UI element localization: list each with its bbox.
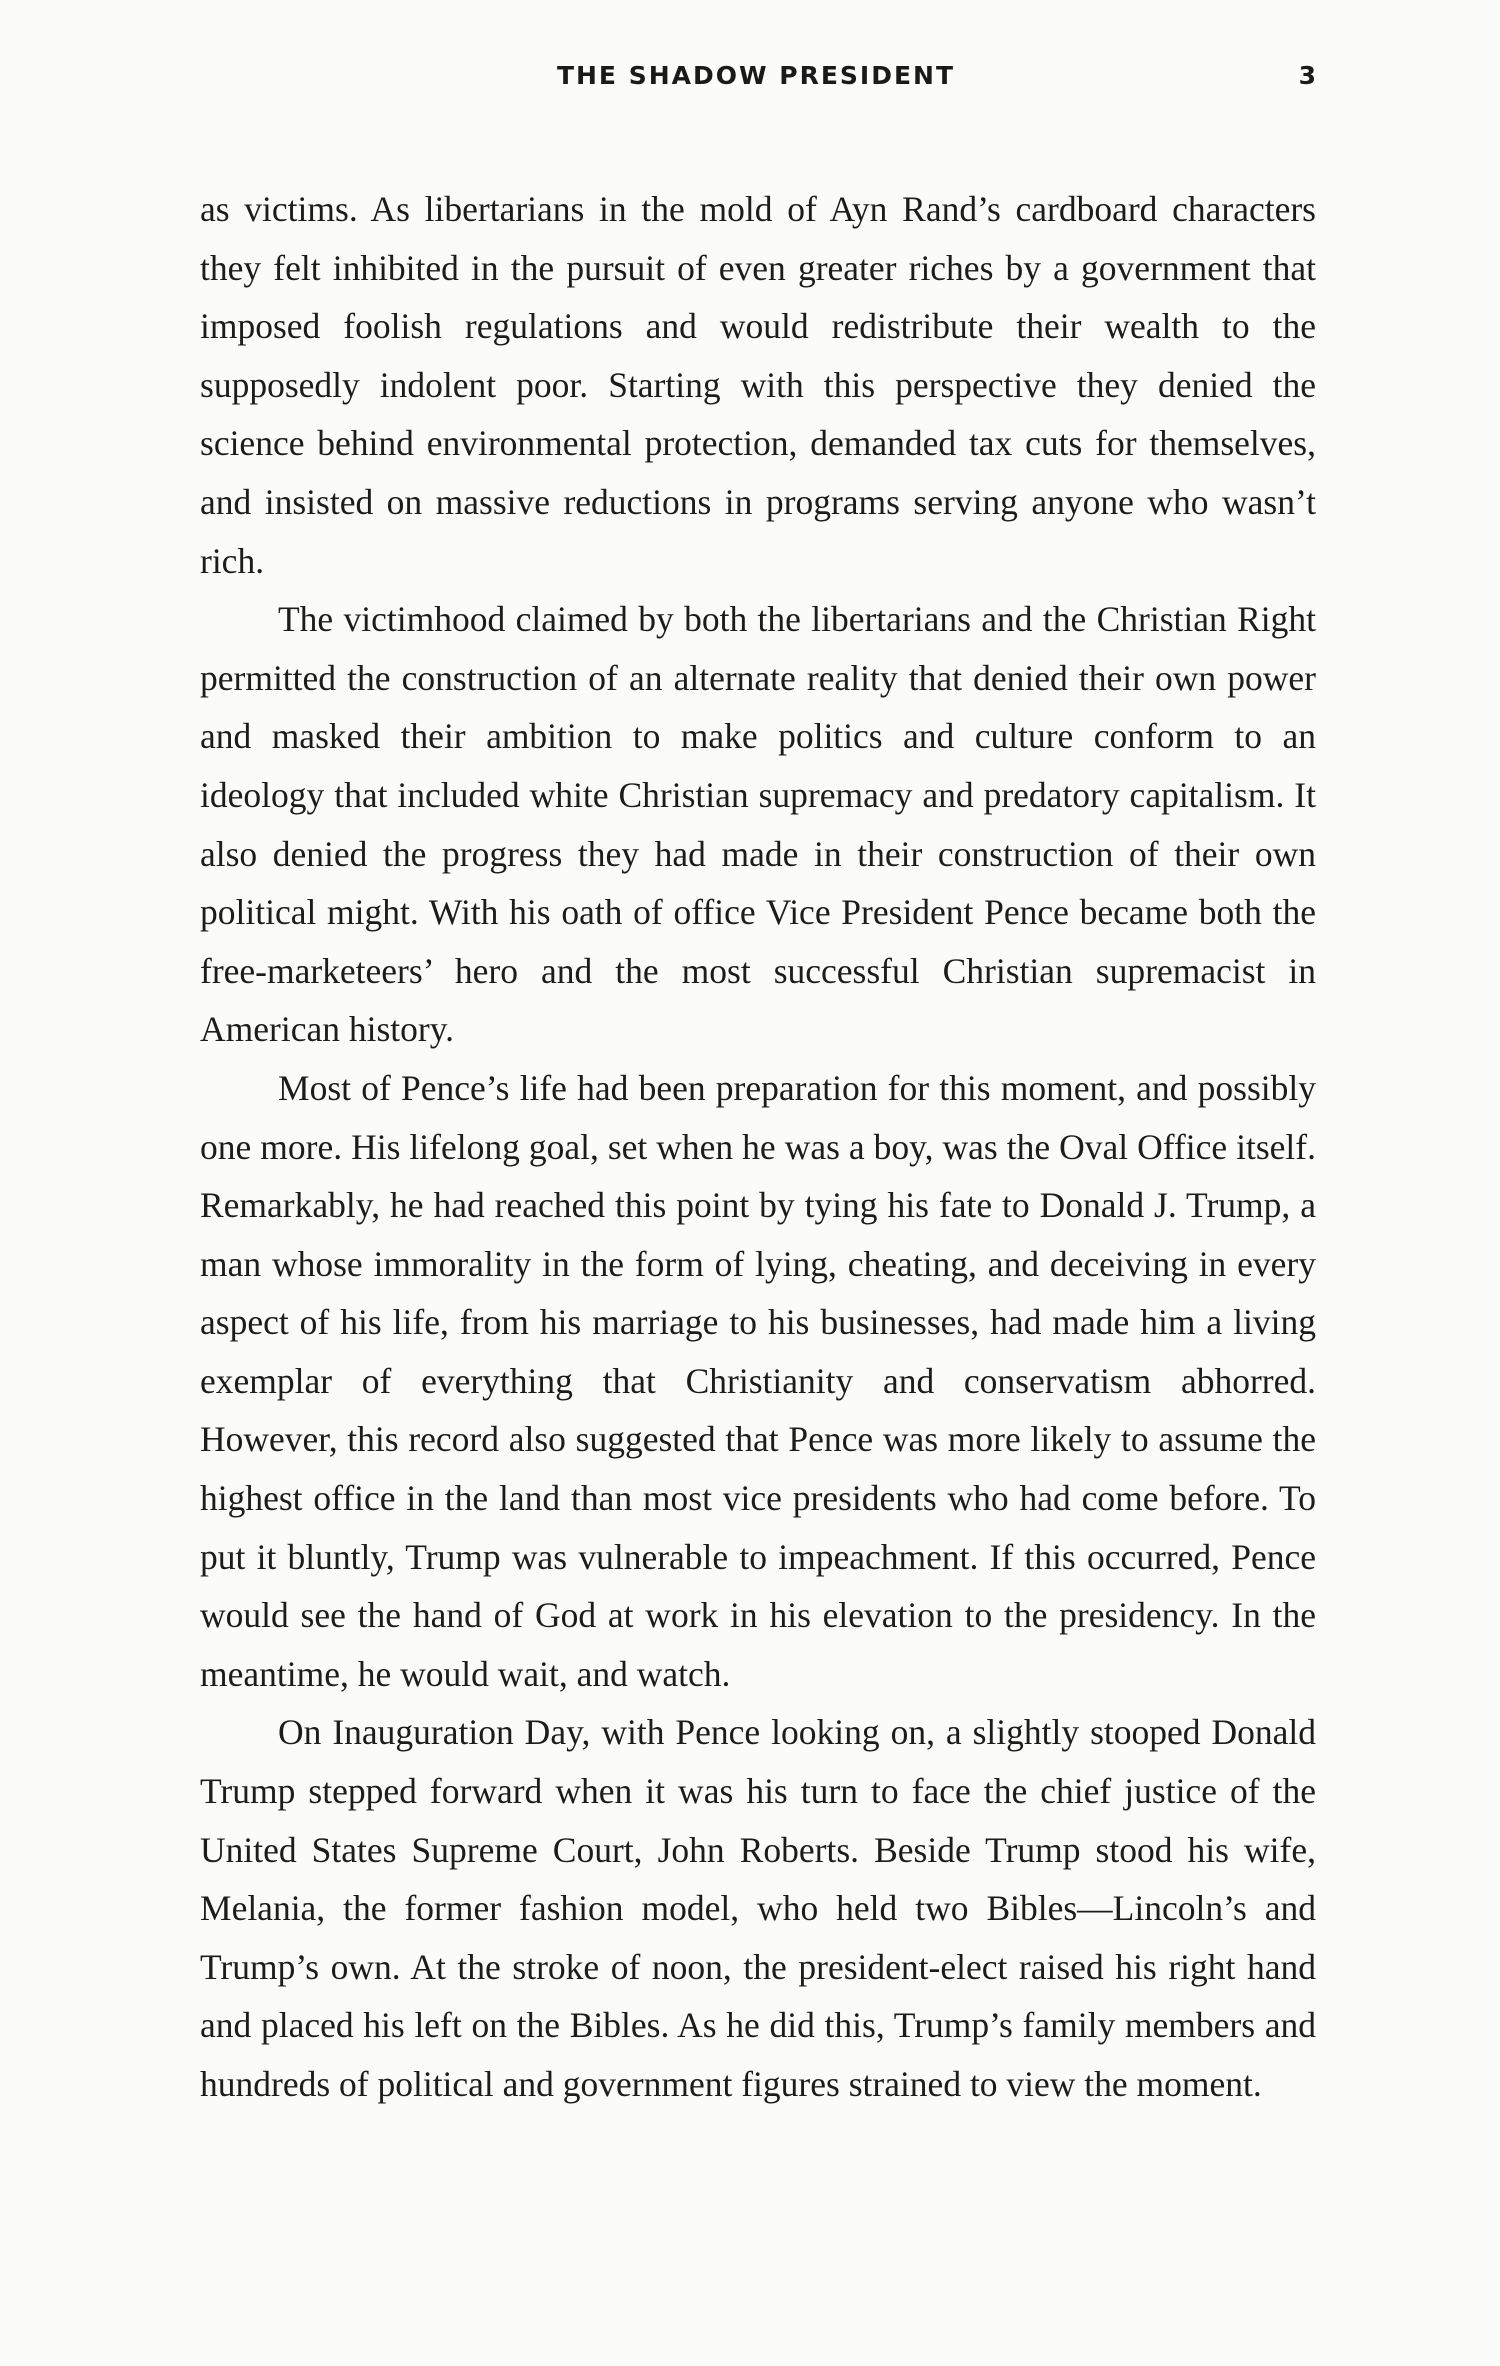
running-head xyxy=(200,54,1316,98)
paragraph-1: as victims. As libertarians in the mold of Ayn Rand’s cardboard characters they felt inhibited in the pursuit of even greater riches by a government that imposed foolish regulations and would redistribute their wealth to the supposedly indolent poor. Starting with this perspective they denied the science behind environmental protection, demanded tax cuts for themselves, and insisted on massive reductions in programs serving anyone who wasn’t rich. xyxy=(200,189,1316,581)
paragraph-4: On Inauguration Day, with Pence looking on, a slightly stooped Donald Trump stepped forward when it was his turn to face the chief justice of the United States Supreme Court, John Roberts. Beside Trump stood his wife, Melania, the former fashion model, who held two Bibles—Lincoln’s and Trump’s own. At the stroke of noon, the president-elect raised his right hand and placed his left on the Bibles. As he did this, Trump’s family members and hundreds of political and government figures strained to view the moment. xyxy=(200,1712,1316,2104)
book-title: THE SHADOW PRESIDENT xyxy=(556,61,956,90)
body-text xyxy=(200,180,1316,2114)
paragraph-2: The victimhood claimed by both the libertarians and the Christian Right permitted the construction of an alternate reality that denied their own power and masked their ambition to make politics and culture conform to an ideology that included white Christian supremacy and predatory capitalism. It also denied the progress they had made in their construction of their own political might. With his oath of office Vice President Pence became both the free-marketeers’ hero and the most successful Christian supremacist in American history. xyxy=(200,599,1316,1050)
paragraph-3: Most of Pence’s life had been preparation for this moment, and possibly one more. His lifelong goal, set when he was a boy, was the Oval Office itself. Remarkably, he had reached this point by tying his fate to Donald J. Trump, a man whose immorality in the form of lying, cheating, and deceiving in every aspect of his life, from his marriage to his businesses, had made him a living exemplar of everything that Christianity and conservatism abhorred. However, this record also suggested that Pence was more likely to assume the highest office in the land than most vice presidents who had come before. To put it bluntly, Trump was vulnerable to impeachment. If this occurred, Pence would see the hand of God at work in his elevation to the presidency. In the meantime, he would wait, and watch. xyxy=(200,1067,1316,1694)
page-number: 3 xyxy=(1298,61,1316,90)
